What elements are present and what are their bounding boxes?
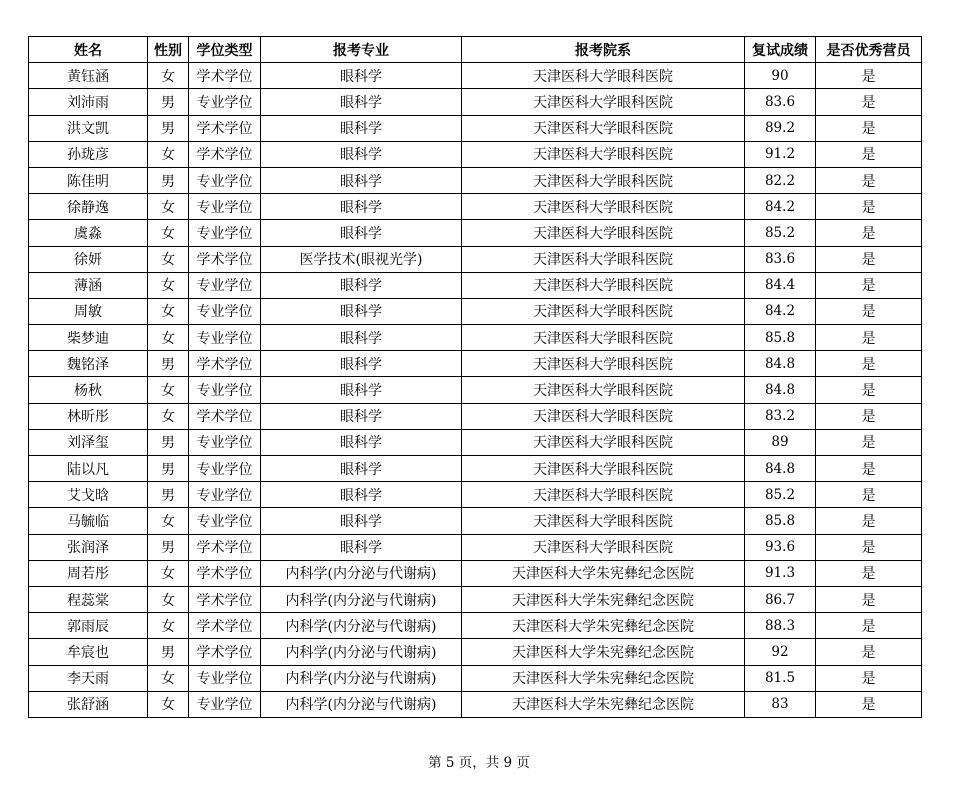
cell-degree-type: 学术学位 bbox=[189, 246, 261, 272]
cell-gender: 女 bbox=[148, 220, 189, 246]
cell-outstanding: 是 bbox=[816, 194, 922, 220]
cell-score: 85.8 bbox=[745, 325, 816, 351]
cell-department: 天津医科大学眼科医院 bbox=[462, 429, 745, 455]
cell-score: 89.2 bbox=[745, 115, 816, 141]
cell-score: 91.2 bbox=[745, 141, 816, 167]
cell-major: 眼科学 bbox=[261, 298, 462, 324]
cell-department: 天津医科大学朱宪彝纪念医院 bbox=[462, 586, 745, 612]
cell-department: 天津医科大学眼科医院 bbox=[462, 325, 745, 351]
table-row bbox=[29, 665, 922, 691]
cell-degree-type: 专业学位 bbox=[189, 194, 261, 220]
cell-score: 84.4 bbox=[745, 272, 816, 298]
cell-outstanding: 是 bbox=[816, 272, 922, 298]
cell-department: 天津医科大学眼科医院 bbox=[462, 115, 745, 141]
cell-gender: 男 bbox=[148, 167, 189, 193]
cell-major: 眼科学 bbox=[261, 115, 462, 141]
cell-major: 眼科学 bbox=[261, 456, 462, 482]
table-row bbox=[29, 508, 922, 534]
cell-score: 85.8 bbox=[745, 508, 816, 534]
cell-major: 眼科学 bbox=[261, 482, 462, 508]
cell-score: 84.2 bbox=[745, 298, 816, 324]
cell-department: 天津医科大学朱宪彝纪念医院 bbox=[462, 560, 745, 586]
table-row bbox=[29, 403, 922, 429]
cell-name: 张舒涵 bbox=[29, 691, 148, 717]
cell-degree-type: 专业学位 bbox=[189, 691, 261, 717]
cell-department: 天津医科大学眼科医院 bbox=[462, 220, 745, 246]
cell-department: 天津医科大学眼科医院 bbox=[462, 534, 745, 560]
cell-department: 天津医科大学眼科医院 bbox=[462, 482, 745, 508]
cell-outstanding: 是 bbox=[816, 691, 922, 717]
cell-department: 天津医科大学眼科医院 bbox=[462, 272, 745, 298]
cell-major: 眼科学 bbox=[261, 63, 462, 89]
header-major: 报考专业 bbox=[261, 37, 462, 63]
cell-degree-type: 专业学位 bbox=[189, 429, 261, 455]
cell-major: 内科学(内分泌与代谢病) bbox=[261, 665, 462, 691]
cell-major: 眼科学 bbox=[261, 351, 462, 377]
cell-name: 马毓临 bbox=[29, 508, 148, 534]
cell-name: 林昕彤 bbox=[29, 403, 148, 429]
cell-gender: 男 bbox=[148, 429, 189, 455]
cell-degree-type: 学术学位 bbox=[189, 560, 261, 586]
cell-department: 天津医科大学眼科医院 bbox=[462, 63, 745, 89]
cell-degree-type: 学术学位 bbox=[189, 141, 261, 167]
cell-gender: 女 bbox=[148, 63, 189, 89]
cell-name: 李天雨 bbox=[29, 665, 148, 691]
cell-gender: 女 bbox=[148, 560, 189, 586]
cell-outstanding: 是 bbox=[816, 325, 922, 351]
cell-name: 陈佳明 bbox=[29, 167, 148, 193]
cell-outstanding: 是 bbox=[816, 115, 922, 141]
cell-outstanding: 是 bbox=[816, 141, 922, 167]
cell-degree-type: 学术学位 bbox=[189, 534, 261, 560]
cell-department: 天津医科大学眼科医院 bbox=[462, 351, 745, 377]
cell-gender: 女 bbox=[148, 508, 189, 534]
cell-degree-type: 学术学位 bbox=[189, 639, 261, 665]
cell-score: 84.2 bbox=[745, 194, 816, 220]
cell-department: 天津医科大学眼科医院 bbox=[462, 456, 745, 482]
cell-department: 天津医科大学眼科医院 bbox=[462, 167, 745, 193]
header-degree-type: 学位类型 bbox=[189, 37, 261, 63]
table-row bbox=[29, 194, 922, 220]
cell-gender: 女 bbox=[148, 665, 189, 691]
cell-score: 85.2 bbox=[745, 220, 816, 246]
cell-major: 内科学(内分泌与代谢病) bbox=[261, 560, 462, 586]
cell-major: 医学技术(眼视光学) bbox=[261, 246, 462, 272]
cell-name: 孙珑彦 bbox=[29, 141, 148, 167]
cell-gender: 女 bbox=[148, 403, 189, 429]
table-row bbox=[29, 586, 922, 612]
cell-name: 郭雨辰 bbox=[29, 613, 148, 639]
cell-score: 92 bbox=[745, 639, 816, 665]
cell-degree-type: 学术学位 bbox=[189, 613, 261, 639]
cell-score: 89 bbox=[745, 429, 816, 455]
cell-score: 91.3 bbox=[745, 560, 816, 586]
cell-outstanding: 是 bbox=[816, 167, 922, 193]
table-row bbox=[29, 89, 922, 115]
cell-score: 85.2 bbox=[745, 482, 816, 508]
cell-major: 眼科学 bbox=[261, 508, 462, 534]
cell-degree-type: 学术学位 bbox=[189, 403, 261, 429]
cell-outstanding: 是 bbox=[816, 586, 922, 612]
cell-major: 眼科学 bbox=[261, 220, 462, 246]
cell-gender: 男 bbox=[148, 639, 189, 665]
table-row bbox=[29, 639, 922, 665]
cell-department: 天津医科大学眼科医院 bbox=[462, 298, 745, 324]
cell-degree-type: 专业学位 bbox=[189, 167, 261, 193]
cell-name: 陆以凡 bbox=[29, 456, 148, 482]
cell-name: 刘泽玺 bbox=[29, 429, 148, 455]
cell-score: 83.6 bbox=[745, 246, 816, 272]
cell-outstanding: 是 bbox=[816, 246, 922, 272]
table-row bbox=[29, 167, 922, 193]
cell-degree-type: 专业学位 bbox=[189, 89, 261, 115]
table-row bbox=[29, 534, 922, 560]
cell-gender: 女 bbox=[148, 377, 189, 403]
header-department: 报考院系 bbox=[462, 37, 745, 63]
roster-table bbox=[28, 36, 922, 718]
table-row bbox=[29, 482, 922, 508]
cell-major: 眼科学 bbox=[261, 167, 462, 193]
cell-name: 牟宸也 bbox=[29, 639, 148, 665]
cell-name: 黄钰涵 bbox=[29, 63, 148, 89]
header-score: 复试成绩 bbox=[745, 37, 816, 63]
cell-degree-type: 学术学位 bbox=[189, 63, 261, 89]
cell-outstanding: 是 bbox=[816, 377, 922, 403]
cell-degree-type: 专业学位 bbox=[189, 508, 261, 534]
cell-score: 82.2 bbox=[745, 167, 816, 193]
cell-gender: 男 bbox=[148, 115, 189, 141]
page-number: 第 5 页，共 9 页 bbox=[428, 755, 530, 771]
cell-outstanding: 是 bbox=[816, 639, 922, 665]
cell-gender: 女 bbox=[148, 586, 189, 612]
cell-outstanding: 是 bbox=[816, 456, 922, 482]
cell-degree-type: 学术学位 bbox=[189, 115, 261, 141]
table-row bbox=[29, 141, 922, 167]
cell-score: 84.8 bbox=[745, 377, 816, 403]
cell-score: 83 bbox=[745, 691, 816, 717]
cell-name: 柴梦迪 bbox=[29, 325, 148, 351]
table-row bbox=[29, 298, 922, 324]
cell-name: 薄涵 bbox=[29, 272, 148, 298]
cell-outstanding: 是 bbox=[816, 351, 922, 377]
cell-department: 天津医科大学朱宪彝纪念医院 bbox=[462, 639, 745, 665]
cell-department: 天津医科大学朱宪彝纪念医院 bbox=[462, 665, 745, 691]
cell-score: 83.2 bbox=[745, 403, 816, 429]
cell-outstanding: 是 bbox=[816, 403, 922, 429]
table-row bbox=[29, 115, 922, 141]
cell-outstanding: 是 bbox=[816, 429, 922, 455]
cell-department: 天津医科大学眼科医院 bbox=[462, 377, 745, 403]
cell-outstanding: 是 bbox=[816, 534, 922, 560]
cell-outstanding: 是 bbox=[816, 613, 922, 639]
cell-degree-type: 学术学位 bbox=[189, 351, 261, 377]
cell-outstanding: 是 bbox=[816, 89, 922, 115]
cell-gender: 女 bbox=[148, 272, 189, 298]
cell-gender: 男 bbox=[148, 89, 189, 115]
header-outstanding: 是否优秀营员 bbox=[816, 37, 922, 63]
cell-major: 眼科学 bbox=[261, 534, 462, 560]
cell-gender: 女 bbox=[148, 325, 189, 351]
cell-name: 虞淼 bbox=[29, 220, 148, 246]
table-row bbox=[29, 456, 922, 482]
cell-major: 眼科学 bbox=[261, 272, 462, 298]
cell-department: 天津医科大学眼科医院 bbox=[462, 508, 745, 534]
cell-name: 张润泽 bbox=[29, 534, 148, 560]
cell-major: 眼科学 bbox=[261, 325, 462, 351]
cell-major: 内科学(内分泌与代谢病) bbox=[261, 613, 462, 639]
table-header-row bbox=[29, 37, 922, 63]
cell-gender: 男 bbox=[148, 351, 189, 377]
cell-gender: 男 bbox=[148, 456, 189, 482]
cell-gender: 男 bbox=[148, 534, 189, 560]
cell-name: 刘沛雨 bbox=[29, 89, 148, 115]
cell-major: 眼科学 bbox=[261, 429, 462, 455]
cell-degree-type: 专业学位 bbox=[189, 665, 261, 691]
table-row bbox=[29, 272, 922, 298]
cell-score: 84.8 bbox=[745, 456, 816, 482]
table-row bbox=[29, 325, 922, 351]
header-name: 姓名 bbox=[29, 37, 148, 63]
cell-name: 徐静逸 bbox=[29, 194, 148, 220]
table-row bbox=[29, 246, 922, 272]
cell-outstanding: 是 bbox=[816, 560, 922, 586]
cell-department: 天津医科大学眼科医院 bbox=[462, 403, 745, 429]
cell-score: 86.7 bbox=[745, 586, 816, 612]
cell-name: 洪文凯 bbox=[29, 115, 148, 141]
cell-outstanding: 是 bbox=[816, 508, 922, 534]
cell-degree-type: 学术学位 bbox=[189, 586, 261, 612]
cell-degree-type: 专业学位 bbox=[189, 220, 261, 246]
cell-score: 81.5 bbox=[745, 665, 816, 691]
cell-name: 徐妍 bbox=[29, 246, 148, 272]
cell-gender: 男 bbox=[148, 482, 189, 508]
cell-outstanding: 是 bbox=[816, 665, 922, 691]
table-row bbox=[29, 429, 922, 455]
cell-score: 93.6 bbox=[745, 534, 816, 560]
cell-major: 眼科学 bbox=[261, 89, 462, 115]
table-body bbox=[29, 63, 922, 718]
cell-degree-type: 专业学位 bbox=[189, 325, 261, 351]
cell-degree-type: 专业学位 bbox=[189, 456, 261, 482]
cell-gender: 女 bbox=[148, 194, 189, 220]
cell-major: 眼科学 bbox=[261, 194, 462, 220]
cell-name: 艾戈晗 bbox=[29, 482, 148, 508]
cell-degree-type: 专业学位 bbox=[189, 377, 261, 403]
cell-gender: 女 bbox=[148, 613, 189, 639]
cell-department: 天津医科大学眼科医院 bbox=[462, 89, 745, 115]
cell-department: 天津医科大学眼科医院 bbox=[462, 194, 745, 220]
cell-outstanding: 是 bbox=[816, 298, 922, 324]
table-row bbox=[29, 691, 922, 717]
table-row bbox=[29, 377, 922, 403]
cell-name: 魏铭泽 bbox=[29, 351, 148, 377]
table-row bbox=[29, 613, 922, 639]
cell-score: 84.8 bbox=[745, 351, 816, 377]
header-gender: 性别 bbox=[148, 37, 189, 63]
table-row bbox=[29, 560, 922, 586]
cell-gender: 女 bbox=[148, 141, 189, 167]
cell-score: 88.3 bbox=[745, 613, 816, 639]
cell-outstanding: 是 bbox=[816, 482, 922, 508]
cell-department: 天津医科大学眼科医院 bbox=[462, 246, 745, 272]
cell-outstanding: 是 bbox=[816, 63, 922, 89]
cell-gender: 女 bbox=[148, 298, 189, 324]
cell-department: 天津医科大学眼科医院 bbox=[462, 141, 745, 167]
cell-name: 周若彤 bbox=[29, 560, 148, 586]
cell-major: 内科学(内分泌与代谢病) bbox=[261, 639, 462, 665]
cell-gender: 女 bbox=[148, 691, 189, 717]
cell-major: 眼科学 bbox=[261, 377, 462, 403]
cell-degree-type: 专业学位 bbox=[189, 482, 261, 508]
table-row bbox=[29, 351, 922, 377]
cell-degree-type: 专业学位 bbox=[189, 272, 261, 298]
cell-major: 内科学(内分泌与代谢病) bbox=[261, 586, 462, 612]
cell-degree-type: 专业学位 bbox=[189, 298, 261, 324]
table-row bbox=[29, 63, 922, 89]
cell-gender: 女 bbox=[148, 246, 189, 272]
cell-major: 内科学(内分泌与代谢病) bbox=[261, 691, 462, 717]
cell-name: 周敏 bbox=[29, 298, 148, 324]
cell-major: 眼科学 bbox=[261, 141, 462, 167]
cell-score: 90 bbox=[745, 63, 816, 89]
cell-name: 杨秋 bbox=[29, 377, 148, 403]
cell-department: 天津医科大学朱宪彝纪念医院 bbox=[462, 613, 745, 639]
cell-outstanding: 是 bbox=[816, 220, 922, 246]
cell-department: 天津医科大学朱宪彝纪念医院 bbox=[462, 691, 745, 717]
cell-major: 眼科学 bbox=[261, 403, 462, 429]
cell-name: 程蕊棠 bbox=[29, 586, 148, 612]
table-row bbox=[29, 220, 922, 246]
cell-score: 83.6 bbox=[745, 89, 816, 115]
